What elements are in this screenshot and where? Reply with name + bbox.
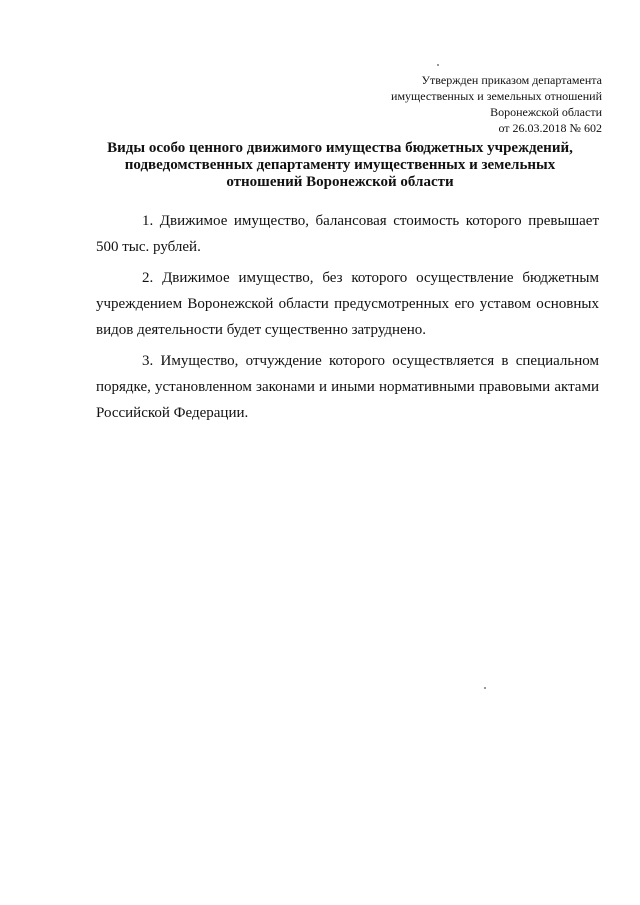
document-body bbox=[96, 208, 599, 431]
list-item: 3. Имущество, отчуждение которого осуществляется в специальном порядке, установленном законами и иными нормативными правовыми актами Российской Федерации. bbox=[96, 353, 599, 421]
list-item: 2. Движимое имущество, без которого осуществление бюджетным учреждением Воронежской области предусмотренных его уставом основных видов деятельности будет существенно затруднено. bbox=[96, 270, 599, 338]
scan-speck bbox=[437, 64, 439, 66]
title-line: Виды особо ценного движимого имущества бюджетных учреждений, bbox=[107, 140, 573, 156]
approval-line: имущественных и земельных отношений bbox=[391, 89, 602, 103]
document-title bbox=[70, 140, 610, 191]
title-line: отношений Воронежской области bbox=[226, 174, 454, 190]
title-line: подведомственных департаменту имущественных и земельных bbox=[124, 157, 556, 173]
approval-line: Утвержден приказом департамента bbox=[421, 73, 602, 87]
approval-date-line: от 26.03.2018 № 602 bbox=[498, 121, 602, 135]
list-item: 1. Движимое имущество, балансовая стоимость которого превышает 500 тыс. рублей. bbox=[96, 213, 599, 255]
approval-stamp-text bbox=[342, 72, 602, 136]
approval-line: Воронежской области bbox=[490, 105, 602, 119]
scan-speck bbox=[484, 687, 486, 689]
